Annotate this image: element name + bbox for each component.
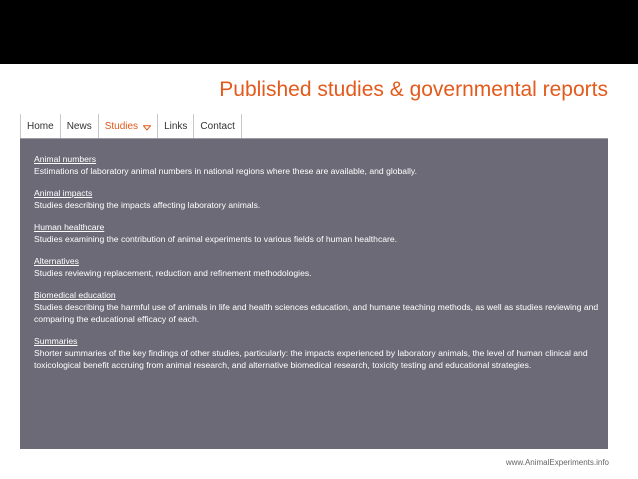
nav-item-home[interactable] — [20, 114, 61, 138]
list-item — [34, 336, 600, 371]
footer-url: www.AnimalExperiments.info — [505, 458, 609, 467]
section-link-animal-impacts[interactable]: Animal impacts — [34, 188, 93, 198]
list-item — [34, 154, 600, 177]
nav-item-contact[interactable] — [194, 114, 241, 138]
nav-label-contact: Contact — [200, 120, 235, 132]
main-nav — [20, 114, 608, 139]
list-item — [34, 256, 600, 279]
section-desc: Studies describing the impacts affecting laboratory animals. — [34, 200, 261, 210]
section-link-animal-numbers[interactable]: Animal numbers — [34, 154, 97, 164]
section-desc: Estimations of laboratory animal numbers in national regions where these are available, and globally. — [34, 166, 417, 176]
list-item — [34, 188, 600, 211]
section-desc: Shorter summaries of the key findings of other studies, particularly: the impacts experienced by laboratory animals, the level of human clinical and toxicological benefit accruing from animal research, and alternative biomedical research, toxicity testing and educational strategies. — [34, 348, 588, 370]
section-link-summaries[interactable]: Summaries — [34, 336, 78, 346]
section-link-human-healthcare[interactable]: Human healthcare — [34, 222, 105, 232]
nav-item-links[interactable] — [158, 114, 194, 138]
nav-label-links: Links — [164, 120, 188, 132]
nav-label-home: Home — [27, 120, 54, 132]
chevron-down-icon[interactable] — [143, 123, 151, 129]
section-link-biomedical-education[interactable]: Biomedical education — [34, 290, 116, 300]
studies-list — [34, 154, 600, 382]
list-item — [34, 222, 600, 245]
section-desc: Studies examining the contribution of animal experiments to various fields of human healthcare. — [34, 234, 398, 244]
nav-item-news[interactable] — [61, 114, 99, 138]
studies-panel — [20, 139, 608, 449]
page-title: Published studies & governmental reports — [219, 78, 608, 101]
nav-label-studies: Studies — [104, 120, 139, 132]
section-link-alternatives[interactable]: Alternatives — [34, 256, 79, 266]
nav-label-news: News — [66, 120, 92, 132]
section-desc: Studies describing the harmful use of animals in life and health sciences education, and humane teaching methods, as well as studies reviewing and comparing the educational efficacy of each. — [34, 302, 599, 324]
list-item — [34, 290, 600, 325]
section-desc: Studies reviewing replacement, reduction and refinement methodologies. — [34, 268, 312, 278]
nav-item-studies[interactable] — [99, 114, 158, 138]
top-black-bar — [0, 0, 638, 64]
